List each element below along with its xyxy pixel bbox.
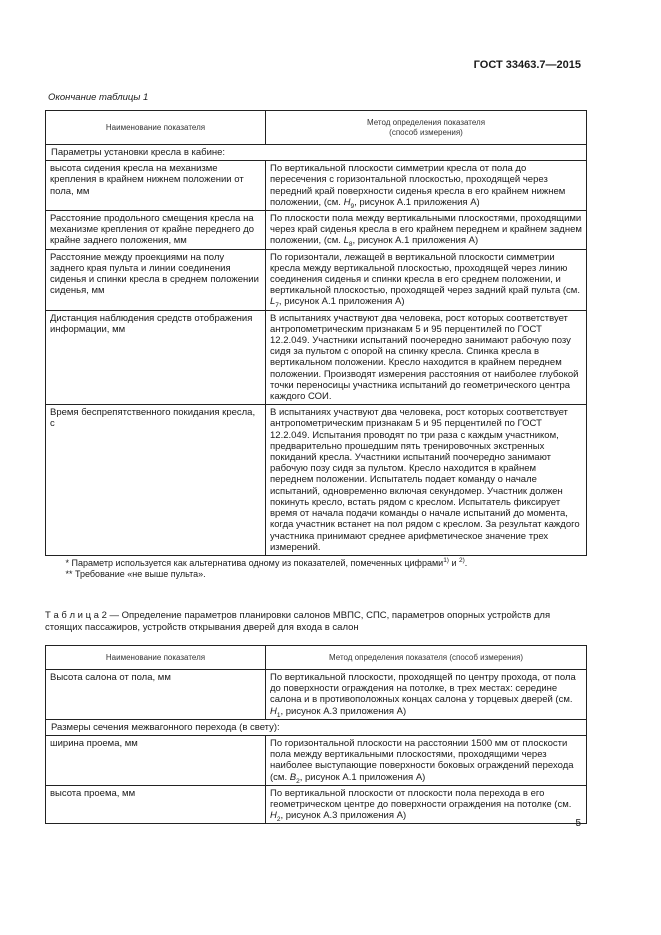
indicator-name: Высота салона от пола, мм: [46, 670, 266, 720]
table-row: [46, 785, 587, 824]
indicator-name: ширина проема, мм: [46, 736, 266, 786]
footnote-1: * Параметр используется как альтернатива одному из показателей, помеченных цифрами$^{1)}$ и $^{2)}$.: [65, 556, 468, 568]
method-text: По вертикальной плоскости симметрии кресла от пола до пересечения с горизонтальной плоскостью, проходящей через передний край поверхности сиденья кресла в его крайнем нижнем положении, (см. $H_9$, рисунок А.1 приложения А): [266, 161, 587, 211]
table-row: [46, 249, 587, 310]
indicator-name: Время беспрепятственного покидания кресла, с: [46, 405, 266, 556]
section-title: Размеры сечения межвагонного перехода (в свету):: [46, 719, 587, 735]
footnote-2: ** Требование «не выше пульта».: [65, 568, 206, 579]
table-2: [45, 645, 587, 824]
method-text: По вертикальной плоскости, проходящей по центру прохода, от пола до поверхности ограждения на потолке, в трех местах: середине салона и в противоположных концах салона у торцевых дверей (см. $H_1$, рисунок А.3 приложения А): [266, 670, 587, 720]
indicator-name: высота сидения кресла на механизме крепления в крайнем нижнем положении от пола, мм: [46, 161, 266, 211]
table-row: [46, 310, 587, 405]
section-title: Параметры установки кресла в кабине:: [46, 145, 587, 161]
method-text: По горизонтальной плоскости на расстоянии 1500 мм от плоскости пола между вертикальными плоскостями, проходящими через наиболее выступающие поверхности боковых ограждений перехода (см. $B_2$, рисунок А.1 приложения А): [266, 736, 587, 786]
col-header-method-line2: (способ измерения): [389, 127, 463, 137]
col-header-method: [266, 111, 587, 145]
table-continuation-label: Окончание таблицы 1: [48, 92, 149, 103]
table-notes: [46, 555, 587, 581]
table-row: [46, 736, 587, 786]
method-text: В испытаниях участвуют два человека, рост которых соответствует антропометрическим признакам 5 и 95 перцентилей по ГОСТ 12.2.049. Участники испытаний поочередно занимают рабочую позу сидя за пультом с опорой на спинку кресла. Спинка кресла в вертикальном положении. Кресло находится в крайнем переднем положении. Производят измерения расстояния от наиболее глубокой точки переносицы участника испытаний до геометрического центра каждого СОИ.: [266, 310, 587, 405]
table-row: [46, 405, 587, 556]
method-text: По вертикальной плоскости от плоскости пола перехода в его геометрическом центре до поверхности ограждения на потолке (см. $H_2$, рисунок А.3 приложения А): [266, 785, 587, 824]
method-text: По горизонтали, лежащей в вертикальной плоскости симметрии кресла между вертикальной плоскостью, проходящей через линию соединения сиденья и спинки кресла в его среднем положении, и вертикальной плоскостью, проходящей через задний край пульта (см. $L_7$, рисунок А.1 приложения А): [266, 249, 587, 310]
table-2-caption: Т а б л и ц а 2 — Определение параметров планировки салонов МВПС, СПС, параметров опорных устройств для стоящих пассажиров, устройств открывания дверей для входа в салон: [45, 610, 551, 633]
page-number: 5: [575, 818, 581, 829]
table-row: [46, 670, 587, 720]
indicator-name: Расстояние между проекциями на полу заднего края пульта и линии соединения сиденья и спинки кресла в среднем положении сиденья, мм: [46, 249, 266, 310]
indicator-name: Расстояние продольного смещения кресла на механизме крепления от крайне переднего до крайне заднего положения, мм: [46, 211, 266, 250]
indicator-name: Дистанция наблюдения средств отображения информации, мм: [46, 310, 266, 405]
method-text: В испытаниях участвуют два человека, рост которых соответствует антропометрическим признакам 5 и 95 перцентилей по ГОСТ 12.2.049. Испытания проводят по три раза с каждым участником, предварительно прошедшим пять тренировочных экстренных покиданий кресла. Участники испытаний поочередно занимают рабочую позу сидя за пультом. Кресло находится в крайнем переднем положении. Испытатель подает команду о начале испытаний, одновременно включая секундомер. Участник должен покинуть кресло, встать рядом с креслом. Испытатель фиксирует время от начала подачи команды о начале испытаний до момента, когда участник встанет на пол рядом с креслом. За результат каждого участника принимают среднее арифметическое значение трех измерений.: [266, 405, 587, 556]
col-header-method: Метод определения показателя (способ измерения): [266, 646, 587, 670]
table-2-header-row: [46, 646, 587, 670]
col-header-indicator: Наименование показателя: [46, 111, 266, 145]
table-notes-row: [46, 555, 587, 581]
method-text: По плоскости пола между вертикальными плоскостями, проходящими через край сиденья кресла в его крайнем переднем и крайнем заднем положении, (см. $L_8$, рисунок А.1 приложения А): [266, 211, 587, 250]
section-row: [46, 145, 587, 161]
table-1: [45, 110, 587, 582]
table-row: [46, 211, 587, 250]
col-header-indicator: Наименование показателя: [46, 646, 266, 670]
indicator-name: высота проема, мм: [46, 785, 266, 824]
section-row: [46, 719, 587, 735]
table-1-header-row: [46, 111, 587, 145]
table-row: [46, 161, 587, 211]
col-header-method-line1: Метод определения показателя: [366, 117, 486, 127]
standard-designation: ГОСТ 33463.7—2015: [473, 59, 581, 71]
